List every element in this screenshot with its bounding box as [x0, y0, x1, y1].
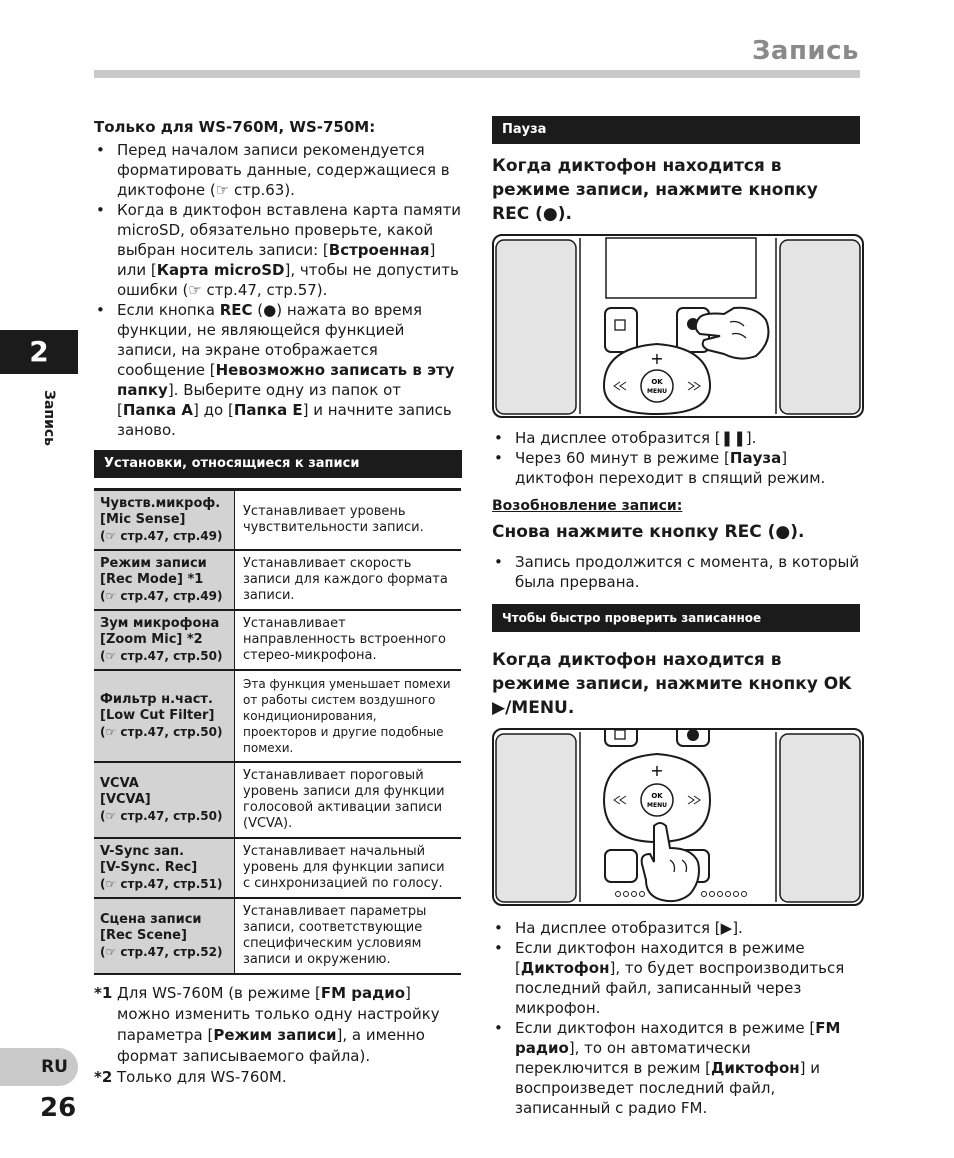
quick-check-bullet-list: [492, 918, 860, 1118]
text-run: ] можно изменить только одну настройку параметра [: [117, 984, 440, 1044]
chapter-tab: 2: [0, 330, 78, 374]
footnote-mark: *1: [94, 984, 113, 1002]
quick-check-instruction: Когда диктофон находится в режиме записи, нажмите кнопку OK ▶/MENU.: [492, 650, 852, 718]
setting-en: [Rec Mode] *1: [100, 572, 204, 587]
text-run: Если кнопка: [117, 301, 220, 319]
table-row: [94, 762, 461, 838]
setting-name: Фильтр н.част.: [100, 692, 213, 707]
text-run: ] и начните запись заново.: [117, 401, 452, 439]
setting-en: [Low Cut Filter]: [100, 708, 215, 723]
list-item: [492, 448, 860, 488]
page-title: Запись: [751, 36, 859, 66]
setting-name: VCVA: [100, 776, 139, 791]
setting-en: [Mic Sense]: [100, 512, 186, 527]
setting-description-cell: Эта функция уменьшает помехи от работы систем воздушного кондиционирования, проекторов и другие подобные помехи.: [235, 670, 462, 762]
setting-description-cell: Устанавливает пороговый уровень записи для функции голосовой активации записи (VCVA).: [235, 762, 462, 838]
text-run: ], то будет воспроизводиться последний файл, записанный через микрофон.: [515, 959, 845, 1017]
bold-term: Встроенная: [328, 241, 430, 259]
setting-ref: (☞ стр.47, стр.50): [100, 649, 223, 663]
text-run: ] или [: [117, 241, 436, 279]
text-run: ], а именно формат записываемого файла).: [117, 1026, 425, 1065]
text-run: ]. Выберите одну из папок от [: [117, 381, 402, 419]
bold-term: FM радио: [515, 1019, 841, 1057]
table-row: [94, 610, 461, 670]
footnote: [94, 983, 462, 1067]
setting-description-cell: Устанавливает уровень чувствительности записи.: [235, 490, 462, 551]
text-run: (●) нажата во время функции, не являющейся функцией записи, на экране отображается сообщение [: [117, 301, 422, 379]
pause-bullet-list: [492, 428, 860, 488]
bold-term: Папка A: [122, 401, 194, 419]
setting-name: Чувств.микроф.: [100, 496, 221, 511]
text-run: ], то он автоматически переключится в режим [: [515, 1039, 751, 1077]
resume-bullet-list: [492, 552, 860, 592]
setting-name: Сцена записи: [100, 912, 202, 927]
text-run: На дисплее отобразится [: [515, 919, 721, 937]
pause-instruction: Когда диктофон находится в режиме записи, нажмите кнопку REC (●).: [492, 156, 818, 224]
recorder-rec-press-drawing: [494, 236, 862, 416]
setting-name: V-Sync зап.: [100, 844, 185, 859]
list-item: [492, 918, 860, 938]
quick-check-title-bar: Чтобы быстро проверить записанное содержимое: [492, 604, 860, 632]
text-run: Если диктофон находится в режиме [: [515, 939, 805, 977]
footnote-mark: *2: [94, 1068, 113, 1086]
quick-check-illustration: [492, 728, 864, 906]
right-column: [492, 116, 860, 1118]
models-heading: Только для WS-760M, WS-750M:: [94, 118, 376, 136]
list-item: [492, 1018, 860, 1118]
text-run: На дисплее отобразится [: [515, 429, 721, 447]
text-run: Перед началом записи рекомендуется форматировать данные, содержащиеся в диктофоне (☞ стр.63).: [117, 141, 450, 199]
setting-ref: (☞ стр.47, стр.50): [100, 725, 223, 739]
text-run: ] диктофон переходит в спящий режим.: [515, 449, 826, 487]
left-column: [94, 118, 462, 1088]
setting-name-cell: [94, 490, 235, 551]
text-run: ], чтобы не допустить ошибки (☞ стр.47, стр.57).: [117, 261, 459, 299]
setting-name-cell: [94, 762, 235, 838]
resume-title: Возобновление записи:: [492, 498, 683, 514]
setting-en: [VCVA]: [100, 792, 151, 807]
setting-en: [Zoom Mic] *2: [100, 632, 203, 647]
bold-term: Диктофон: [520, 959, 610, 977]
table-row: [94, 550, 461, 610]
pause-illustration: [492, 234, 864, 418]
settings-table: [94, 488, 461, 975]
bold-term: Режим записи: [213, 1026, 337, 1044]
text-run: Когда в диктофон вставлена карта памяти microSD, обязательно проверьте, какой выбран носитель записи: [: [117, 201, 462, 259]
setting-description-cell: Устанавливает параметры записи, соответствующие специфическим условиям записи и окружению.: [235, 898, 462, 974]
table-row: [94, 490, 461, 551]
resume-instruction: Снова нажмите кнопку REC (●).: [492, 522, 805, 542]
list-item: [94, 140, 462, 200]
plus-label-2: +: [650, 761, 664, 780]
setting-ref: (☞ стр.47, стр.49): [100, 529, 223, 543]
setting-ref: (☞ стр.47, стр.50): [100, 809, 223, 823]
setting-name: Режим записи: [100, 556, 207, 571]
footnotes: [94, 983, 462, 1088]
menu-label: MENU: [647, 388, 667, 395]
setting-name: Зум микрофона: [100, 616, 220, 631]
text-run: Запись продолжится с момента, в который была прервана.: [515, 553, 860, 591]
ok-label: OK: [651, 378, 663, 386]
chapter-label: Запись: [41, 390, 57, 447]
bold-term: FM радио: [320, 984, 406, 1002]
setting-name-cell: [94, 898, 235, 974]
footnote: [94, 1067, 462, 1088]
menu-label-2: MENU: [647, 802, 667, 809]
pause-title-bar: Пауза: [492, 116, 860, 144]
text-run: Для WS-760M (в режиме [: [117, 984, 321, 1002]
ok-label-2: OK: [651, 792, 663, 800]
list-item: [492, 552, 860, 592]
list-item: [492, 938, 860, 1018]
setting-ref: (☞ стр.47, стр.49): [100, 589, 223, 603]
setting-name-cell: [94, 838, 235, 898]
setting-name-cell: [94, 610, 235, 670]
text-run: Через 60 минут в режиме [: [515, 449, 730, 467]
bold-term: ❚❚: [720, 429, 746, 447]
bold-term: Пауза: [729, 449, 782, 467]
table-row: [94, 670, 461, 762]
text-run: Если диктофон находится в режиме [: [515, 1019, 816, 1037]
bold-term: ▶: [720, 919, 733, 937]
setting-description-cell: Устанавливает направленность встроенного стерео-микрофона.: [235, 610, 462, 670]
text-run: ].: [732, 919, 743, 937]
text-run: ] до [: [193, 401, 234, 419]
recorder-ok-press-drawing: [494, 730, 862, 904]
table-row: [94, 838, 461, 898]
text-run: ].: [745, 429, 757, 447]
setting-name-cell: [94, 670, 235, 762]
left-bullet-list: [94, 140, 462, 440]
list-item: [94, 200, 462, 300]
language-tab: RU: [0, 1048, 78, 1086]
setting-description-cell: Устанавливает начальный уровень для функции записи с синхронизацией по голосу.: [235, 838, 462, 898]
bold-term: REC: [219, 301, 253, 319]
table-row: [94, 898, 461, 974]
bold-term: Карта microSD: [156, 261, 285, 279]
setting-en: [V-Sync. Rec]: [100, 860, 198, 875]
bold-term: Диктофон: [711, 1059, 800, 1077]
plus-label: +: [650, 349, 664, 368]
bold-term: Невозможно записать в эту папку: [117, 361, 455, 399]
setting-ref: (☞ стр.47, стр.51): [100, 877, 223, 891]
setting-description-cell: Устанавливает скорость записи для каждого формата записи.: [235, 550, 462, 610]
text-run: ] и воспроизведет последний файл, записанный с радио FM.: [515, 1059, 820, 1117]
title-rule: [94, 70, 860, 78]
list-item: [94, 300, 462, 440]
setting-ref: (☞ стр.47, стр.52): [100, 945, 223, 959]
bold-term: Папка E: [233, 401, 303, 419]
setting-en: [Rec Scene]: [100, 928, 187, 943]
page-number: 26: [40, 1093, 77, 1123]
list-item: [492, 428, 860, 448]
text-run: Только для WS-760M.: [117, 1068, 287, 1086]
setting-name-cell: [94, 550, 235, 610]
settings-title-bar: Установки, относящиеся к записи: [94, 450, 462, 478]
